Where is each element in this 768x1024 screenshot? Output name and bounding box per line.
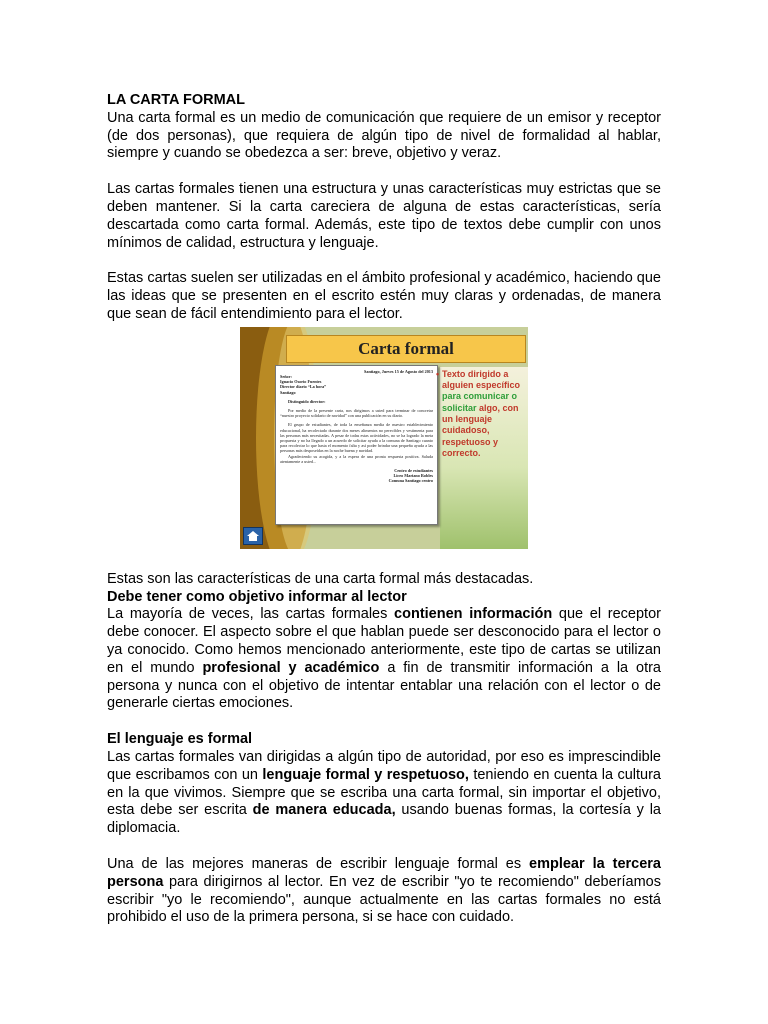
section2-heading: El lenguaje es formal (107, 731, 253, 748)
section1-heading: Debe tener como objetivo informar al lector (107, 588, 407, 605)
letter-to-label: Señor: (280, 373, 292, 379)
letter-signature-3: Comuna Santiago centro (388, 478, 433, 484)
section2-paragraph: Las cartas formales van dirigidas a algún tipo de autoridad, por eso es imprescindible que escribamos con un lenguaje formal y respetuoso, teniendo en cuenta la cultura en la que vivimos. Siempre que se escriba una carta formal, sin importar el objetivo, esta debe ser escrita de manera educada, usando buenas formas, la cortesía y la diplomacia. (107, 748, 661, 837)
figure-title: Carta formal (286, 335, 526, 363)
bullet-part-b: para comunicar o solicitar (442, 391, 518, 413)
letter-paragraph-1: Por medio de la presente carta, nos dirigimos a usted para terminar de concretar “nuestro proyecto solidario de navidad” con una publicación en su diario. (280, 407, 433, 419)
document-title: LA CARTA FORMAL (107, 92, 245, 108)
letter-date: Santiago, Jueves 15 de Agosto del 2013 (364, 368, 433, 374)
letter-paragraph-2: El grupo de estudiantes, de toda la enseñanza media de nuestro establecimiento educacional, ha recolectado durante dos meses alimentos no perecibles y vestimenta para las personas más necesitadas. A pesar de todas estas actividades, no se ha logrado la meta propuesta y no ha llegado a un acuerdo de solicitar ayuda a la comuna de Santiago cuanto para recolectar lo que hasta el momento falta y así poder brindar una pequeña ayuda a las personas más desposeídas en la noche buena y navidad. (280, 422, 433, 454)
home-icon[interactable] (243, 527, 263, 545)
section2-bold-1: lenguaje formal y respetuoso, (262, 766, 469, 783)
section1-paragraph: La mayoría de veces, las cartas formales contienen información que el receptor debe conocer. El aspecto sobre el que hablan puede ser desconocido para el lector o ya conocido. Como hemos mencionado anteriormente, este tipo de cartas se utilizan en el mundo profesional y académico a fin de transmitir información a la otra persona y nunca con el objetivo de intentar entablar una relación con el lector o de generarle ciertas emociones. (107, 606, 661, 712)
figure-bullet-text (436, 368, 526, 459)
letter-to-name: Ignacio Osorio Fuentes (280, 379, 322, 385)
bullet-part-a: Texto dirigido a alguien específico (442, 368, 521, 391)
letter-signature-2: Liceo Mariano Robles (393, 473, 433, 479)
intro-paragraph-3: Estas cartas suelen ser utilizadas en el ámbito profesional y académico, haciendo que las ideas que se presenten en el escrito estén muy claras y ordenadas, de manera que sean de fácil entendimiento para el lector. (107, 270, 661, 322)
letter-to-city: Santiago (280, 389, 296, 395)
characteristics-intro: Estas son las características de una carta formal más destacadas. (107, 570, 534, 587)
section1-bold-2: profesional y académico (202, 659, 380, 676)
letter-greeting: Distinguido director: (288, 398, 326, 404)
intro-paragraph-1: Una carta formal es un medio de comunicación que requiere de un emisor y receptor (de dos personas), que requiera de algún tipo de nivel de formalidad al hablar, siempre y cuando se obedezca a ser: breve, objetivo y veraz. (107, 109, 661, 162)
bullet-part-c: algo, con un lenguaje cuidadoso, respetuoso y correcto. (442, 402, 519, 458)
section3-paragraph: Una de las mejores maneras de escribir lenguaje formal es emplear la tercera persona para dirigirnos al lector. En vez de escribir "yo te recomiendo" deberíamos escribir "yo le recomiendo", aunque actualmente en las cartas formales no está prohibido el uso de la primera persona, si se hace con cuidado. (107, 855, 661, 926)
letter-to-role: Director diario “La hora” (280, 384, 327, 390)
section3-bold-1: emplear la tercera persona (107, 855, 661, 890)
section2-bold-2: de manera educada, (252, 802, 396, 819)
letter-paragraph-3: Agradeciendo su acogida, y a la espera de una pronta respuesta positiva. Saluda atentamente a usted... (280, 453, 433, 464)
bullet-dot: • (436, 368, 440, 379)
intro-paragraph-2: Las cartas formales tienen una estructura y unas características muy estrictas que se deben mantener. Si la carta careciera de alguna de estas características, sería descartada como carta formal. Además, este tipo de textos debe cumplir con unos mínimos de calidad, estructura y lenguaje. (107, 181, 661, 251)
carta-formal-figure (240, 327, 528, 549)
letter-signature-1: Centro de estudiantes (394, 468, 433, 474)
document-page (107, 92, 661, 927)
sample-letter (275, 365, 438, 525)
section1-bold-1: contienen información (394, 606, 553, 623)
